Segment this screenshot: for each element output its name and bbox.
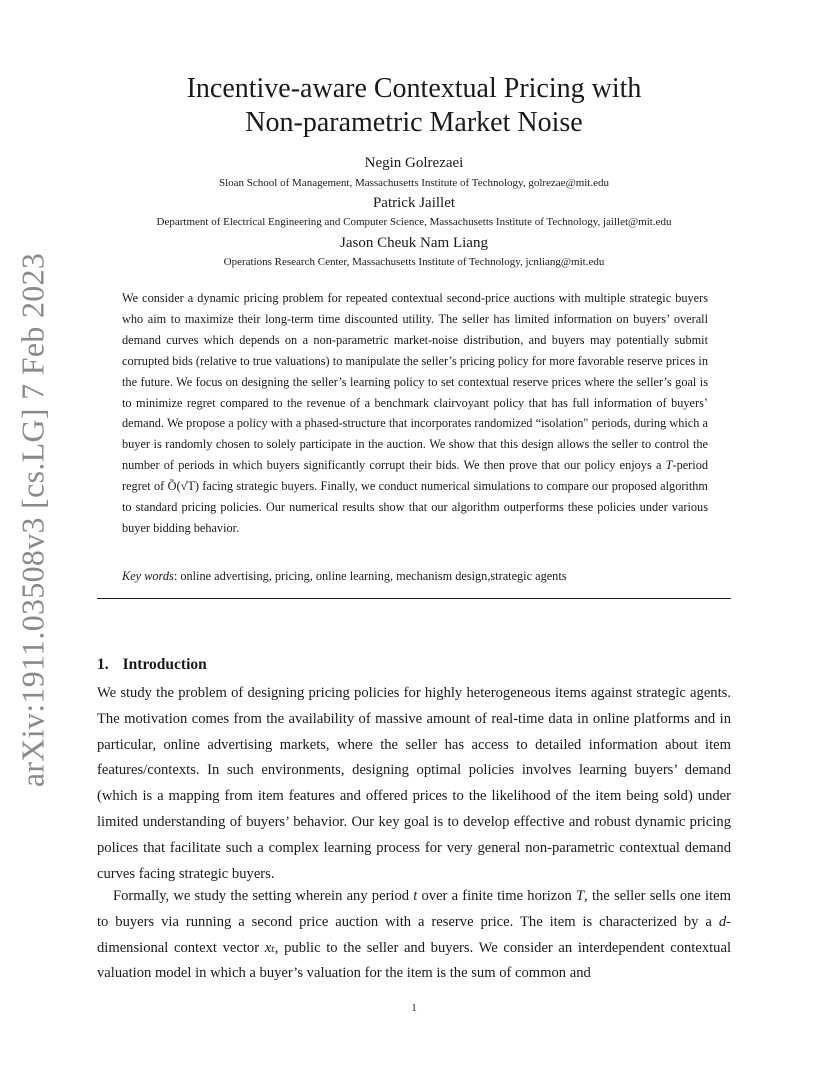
author-affiliation-2: Department of Electrical Engineering and Computer Science, Massachusetts Institute of Technology, jaillet@mit.edu: [156, 216, 672, 228]
page-number: 1: [411, 1002, 417, 1014]
keywords-label: Key words: [122, 569, 174, 583]
abstract-text-1: We consider a dynamic pricing problem for repeated contextual second-price auctions with multiple strategic buyers who aim to maximize their long-term time discounted utility. The seller has limited information on buyers’ overall demand curves which depends on a non-parametric market-noise distribution, and buyers may potentially submit corrupted bids (relative to true valuations) to manipulate the seller’s pricing policy for more favorable reserve prices in the future. We focus on designing the seller’s learning policy to set contextual reserve prices where the seller’s goal is to minimize regret compared to the revenue of a benchmark clairvoyant policy that has full information of buyers’ demand. We propose a policy with a phased-structure that incorporates randomized “isolation" periods, during which a buyer is randomly chosen to solely participate in the auction. We show that this design allows the seller to control the number of periods in which buyers significantly corrupt their bids. We then prove that our policy enjoys a: [122, 291, 708, 473]
keywords-separator: :: [173, 569, 181, 583]
intro-var-xt: xₜ: [264, 939, 275, 956]
author-affiliation-1: Sloan School of Management, Massachusetts Institute of Technology, golrezae@mit.edu: [219, 177, 609, 189]
intro-p2-text-e: , public to the seller and buyers. We consider an interdependent contextual valuation model in which a buyer’s valuation for the item is the sum of common and: [97, 939, 732, 982]
title-line-1: Incentive-aware Contextual Pricing with: [186, 73, 642, 104]
abstract-text-3: facing strategic buyers. Finally, we conduct numerical simulations to compare our proposed algorithm to standard pricing policies. Our numerical results show that our algorithm outperforms these policies under various buyer bidding behavior.: [122, 479, 708, 535]
intro-p2-text-a: Formally, we study the setting wherein any period: [113, 888, 414, 904]
author-name-3: Jason Cheuk Nam Liang: [340, 235, 488, 251]
author-name-2: Patrick Jaillet: [372, 195, 456, 211]
section-heading: [97, 656, 207, 674]
intro-var-T: T: [576, 888, 585, 904]
section-title: Introduction: [122, 656, 207, 673]
regret-bound: Õ(√T): [167, 479, 199, 494]
intro-p2-text-b: over a finite time horizon: [417, 888, 577, 904]
section-number: 1.: [97, 656, 109, 673]
title-line-2: Non-parametric Market Noise: [245, 107, 583, 138]
abstract: [122, 288, 708, 539]
intro-p2-text-d: -dimensional context vector: [97, 913, 731, 956]
keywords: [122, 569, 708, 584]
intro-p2-text-c: , the seller sells one item to buyers via running a second price auction with a reserve price. The item is characterized by a: [97, 888, 731, 930]
intro-var-d: d: [718, 913, 727, 930]
intro-paragraph-1: We study the problem of designing pricing policies for highly heterogeneous items against strategic agents. The motivation comes from the availability of massive amount of real-time data in online platforms and in particular, online advertising markets, where the seller has access to detailed information about item features/contexts. In such environments, designing optimal policies involves learning buyers’ demand (which is a mapping from item features and offered prices to the likelihood of the item being sold) under limited understanding of buyers’ behavior. Our key goal is to develop effective and robust dynamic pricing polices that facilitate such a complex learning process for very general non-parametric contextual demand curves facing strategic buyers.: [97, 685, 731, 882]
arxiv-identifier: arXiv:1911.03508v3 [cs.LG] 7 Feb 2023: [14, 252, 51, 788]
keywords-list: online advertising, pricing, online learning, mechanism design,strategic agents: [180, 569, 567, 583]
author-affiliation-3: Operations Research Center, Massachusetts Institute of Technology, jcnliang@mit.edu: [223, 256, 605, 268]
intro-paragraph-2: [97, 884, 731, 987]
section-divider: [97, 598, 731, 599]
abstract-var-T: T: [665, 458, 673, 473]
abstract-text-2: -period regret of: [122, 458, 708, 494]
intro-var-t: t: [413, 888, 418, 904]
author-name-1: Negin Golrezaei: [364, 155, 464, 171]
paper-title: [0, 72, 828, 140]
